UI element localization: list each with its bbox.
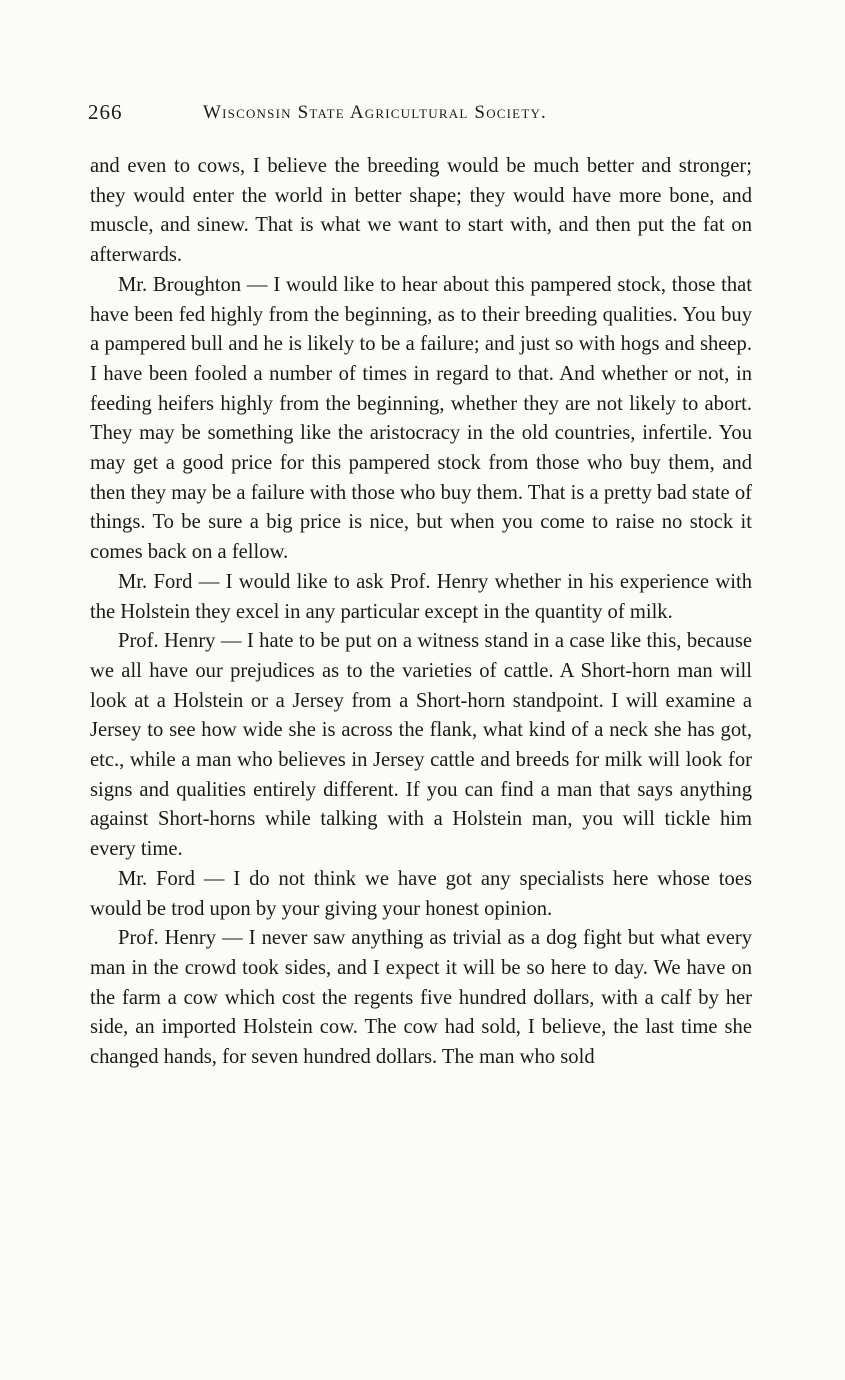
paragraph-henry-story: Prof. Henry — I never saw anything as trivial as a dog fight but what every man in the crowd took sides, and I expect it will be so here to day. We have on the farm a cow which cost the regents five hundred dollars, with a calf by her side, an imported Holstein cow. The cow had sold, I believe, the last time she changed hands, for seven hundred dollars. The man who sold (90, 927, 752, 1069)
page-header (88, 100, 748, 134)
running-head: Wisconsin State Agricultural Society. (203, 102, 548, 123)
page-number: 266 (88, 100, 123, 124)
paragraph-ford-remark: Mr. Ford — I do not think we have got any specialists here whose toes would be trod upon by your giving your honest opinion. (90, 867, 752, 920)
paragraph-henry-reply: Prof. Henry — I hate to be put on a witness stand in a case like this, because we all have our prejudices as to the varieties of cattle. A Short-horn man will look at a Holstein or a Jersey from a Short-horn standpoint. I will examine a Jersey to see how wide she is across the flank, what kind of a neck she has got, etc., while a man who believes in Jersey cattle and breeds for milk will look for signs and qualities entirely different. If you can find a man that says anything against Short-horns while talking with a Holstein man, you will tickle him every time. (90, 630, 752, 861)
page-body (90, 152, 752, 1073)
paragraph-continued: and even to cows, I believe the breeding would be much better and stronger; they would enter the world in better shape; they would have more bone, and muscle, and sinew. That is what we want to start with, and then put the fat on afterwards. (90, 155, 752, 267)
paragraph-ford-question: Mr. Ford — I would like to ask Prof. Henry whether in his experience with the Holstein they excel in any particular except in the quantity of milk. (90, 570, 752, 623)
paragraph-broughton: Mr. Broughton — I would like to hear about this pampered stock, those that have been fed highly from the beginning, as to their breeding qualities. You buy a pampered bull and he is likely to be a failure; and just so with hogs and sheep. I have been fooled a number of times in regard to that. And whether or not, in feeding heifers highly from the beginning, whether they are not likely to abort. They may be something like the aristocracy in the old countries, infertile. You may get a good price for this pampered stock from those who buy them, and then they may be a failure with those who buy them. That is a pretty bad state of things. To be sure a big price is nice, but when you come to raise no stock it comes back on a fellow. (90, 273, 752, 564)
